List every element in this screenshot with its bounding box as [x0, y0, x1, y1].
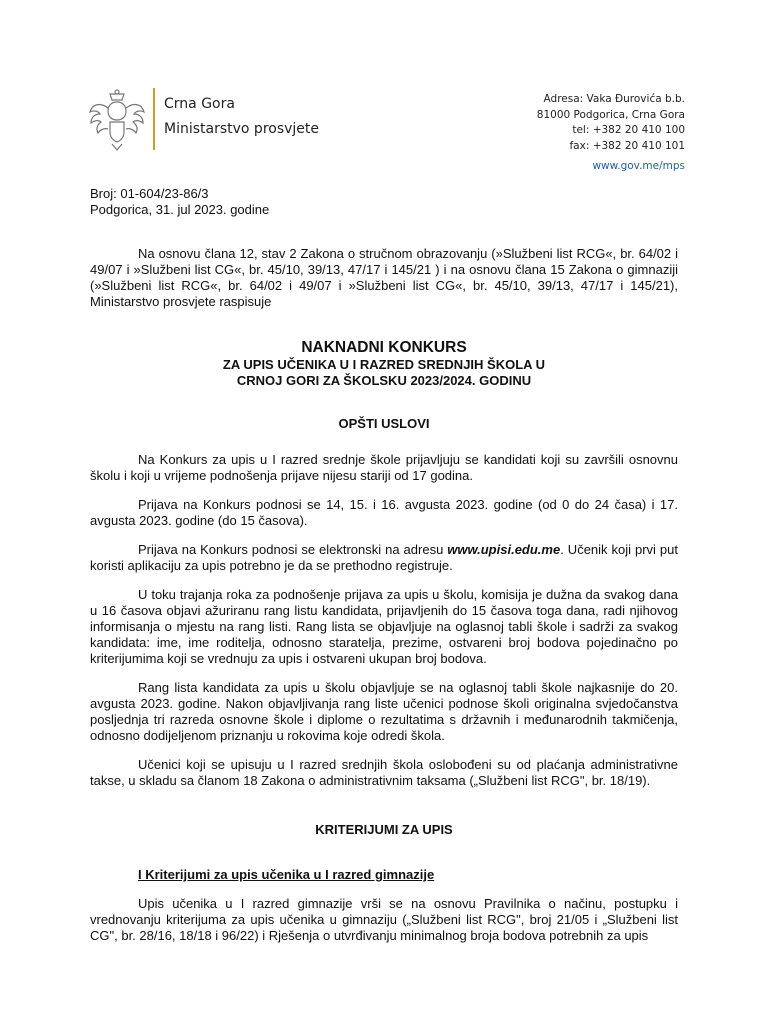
org-ministry: Ministarstvo prosvjete [164, 121, 320, 137]
paragraph-rank-publication: Rang lista kandidata za upis u školu objavljuje se na oglasnoj tabli škole najkasnije do 20. avgusta 2023. godine. Nakon objavljivanja rang liste učenici podnose školi originalna svjedočanstva posljednja tri razreda osnovne škole i diplome o rezultatima s državnih i međunarodnih takmičenja, odnosno dodijeljenom priznanju u rokovima koje odredi škola. [90, 680, 678, 743]
section-heading-criteria: KRITERIJUMI ZA UPIS [315, 822, 453, 837]
document-body [90, 246, 678, 944]
phone-number: tel: +382 20 410 100 [572, 124, 685, 136]
document-reference [90, 186, 269, 218]
address-city: 81000 Podgorica, Crna Gora [536, 108, 685, 121]
org-country: Crna Gora [164, 96, 235, 112]
place-date: Podgorica, 31. jul 2023. godine [90, 202, 270, 217]
contact-address [537, 92, 685, 154]
title-main: NAKNADNI KONKURS [301, 339, 467, 356]
coat-of-arms-icon [88, 88, 146, 152]
online-text-post: . Učenik koji prvi put koristi aplikaciju za upis potrebno je da se prethodno registruje. [90, 542, 678, 573]
title-sub-1: ZA UPIS UČENIKA U I RAZRED SREDNJIH ŠKOLA U [222, 357, 546, 372]
organization-name [164, 92, 319, 142]
paragraph-eligibility: Na Konkurs za upis u I razred srednje škole prijavljuju se kandidati koji su završili osnovnu školu i koji u vrijeme podnošenja prijave nijesu stariji od 17 godina. [90, 452, 678, 483]
subheading-gymnasium-criteria: I Kriterijumi za upis učenika u I razred gimnazije [138, 867, 435, 882]
address-street: Adresa: Vaka Đurovića b.b. [543, 93, 685, 105]
intro-paragraph: Na osnovu člana 12, stav 2 Zakona o stručnom obrazovanju (»Službeni list RCG«, br. 64/02 i 49/07 i »Službeni list CG«, br. 45/10, 39/13, 47/17 i 145/21 ) i na osnovu člana 15 Zakona o gimnaziji (»Službeni list RCG«, br. 64/02 i 49/07 i »Službeni list CG«, br. 45/10, 39/13, 47/17 i 145/21), Ministarstvo prosvjete raspisuje [90, 246, 678, 309]
online-text-pre: Prijava na Konkurs podnosi se elektronski na adresu [138, 542, 448, 557]
paragraph-online [90, 542, 678, 574]
paragraph-gymnasium-rules: Upis učenika u I razred gimnazije vrši se na osnovu Pravilnika o načinu, postupku i vrednovanju kriterijuma za upis učenika u gimnaziju („Službeni list RCG", broj 21/05 i „Službeni list CG", br. 28/16, 18/18 i 96/22) i Rješenja o utvrđivanju minimalnog broja bodova potrebnih za upis [90, 896, 678, 943]
accent-divider [153, 88, 155, 150]
section-heading-general: OPŠTI USLOVI [338, 416, 430, 431]
paragraph-rank-list: U toku trajanja roka za podnošenje prijava za upis u školu, komisija je dužna da svakog dana u 16 časova objavi ažuriranu rang listu kandidata, prijavljenih do 15 časova toga dana, radi njihovog informisanja o mjestu na rang listi. Rang lista se objavljuje na oglasnoj tabli škole i sadrži za svakog kandidata: ime, ime roditelja, odnosno staratelja, prezime, ostvareni broj bodova pojedinačno po kriterijumima koji se vrednuju za upis i ostvareni ukupan broj bodova. [90, 587, 678, 666]
fax-number: fax: +382 20 410 101 [569, 139, 685, 152]
upisi-link[interactable]: www.upisi.edu.me [447, 542, 561, 557]
reference-number: Broj: 01-604/23-86/3 [90, 186, 209, 201]
paragraph-fee-exemption: Učenici koji se upisuju u I razred srednjih škola oslobođeni su od plaćanja administrativne takse, u skladu sa članom 18 Zakona o administrativnim taksama („Službeni list RCG", br. 18/19). [90, 757, 678, 788]
document-title [90, 339, 678, 389]
paragraph-dates: Prijava na Konkurs podnosi se 14, 15. i 16. avgusta 2023. godine (od 0 do 24 časa) i 17. avgusta 2023. godine (do 15 časova). [90, 497, 678, 528]
title-sub-2: CRNOJ GORI ZA ŠKOLSKU 2023/2024. GODINU [236, 373, 532, 388]
website-link[interactable]: www.gov.me/mps [592, 160, 685, 172]
